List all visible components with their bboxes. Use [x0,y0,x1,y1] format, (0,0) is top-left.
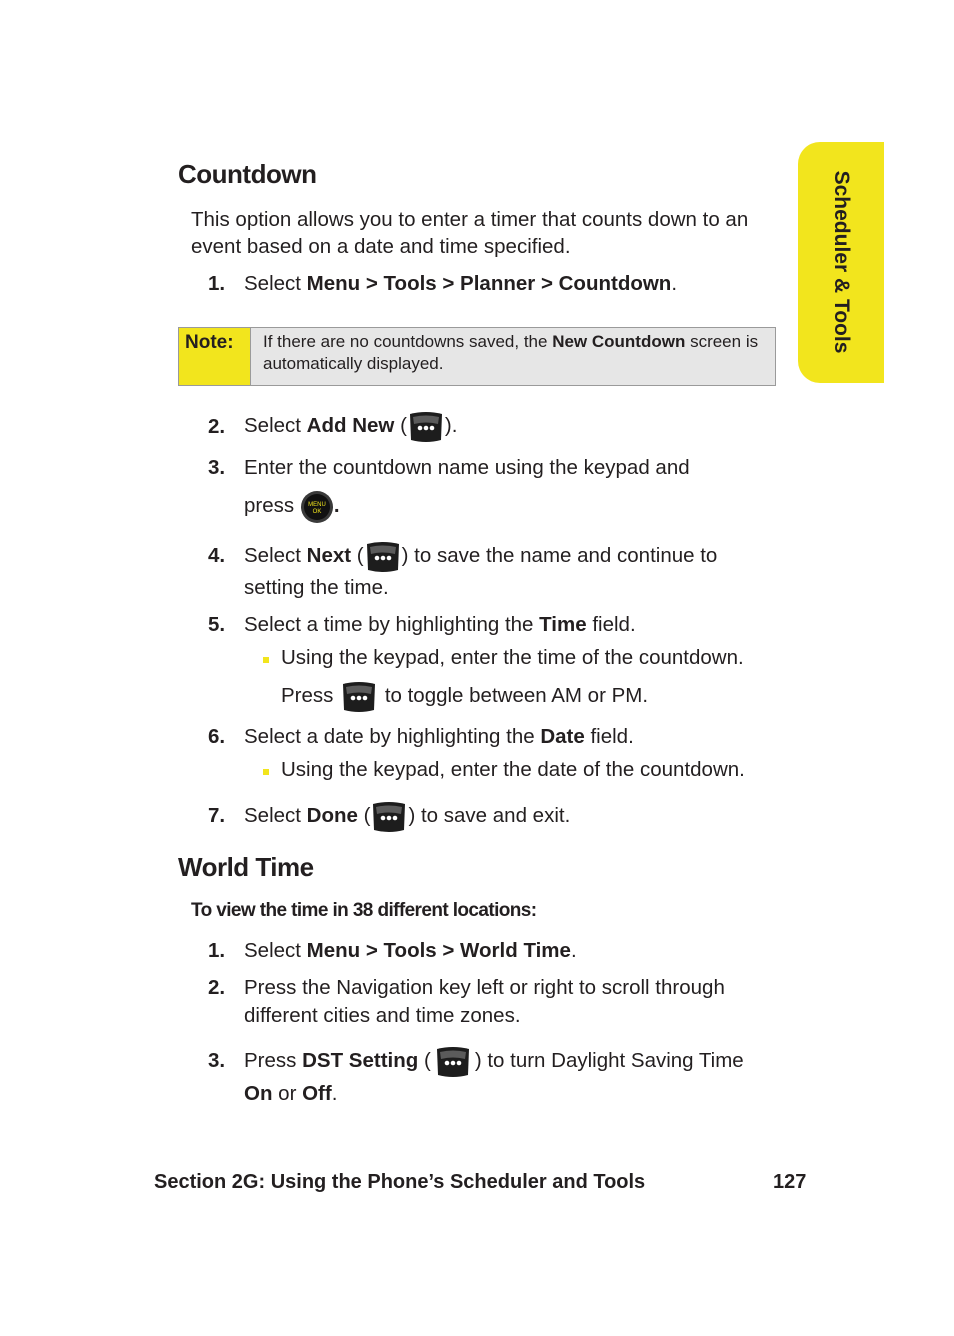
menu-path: Menu > Tools > World Time [306,939,571,962]
countdown-step-6-sub-1: Using the keypad, enter the date of the countdown. [281,758,745,781]
world-time-step-3-line1: Press DST Setting ( ) to turn Daylight Saving Time [244,1041,744,1081]
countdown-step-1: Select Menu > Tools > Planner > Countdown. [244,272,678,295]
bullet-marker [263,657,269,663]
world-time-subheading: To view the time in 38 different locations: [191,900,537,921]
menu-ok-icon [300,490,334,524]
world-time-step-3-line2: On or Off. [244,1082,338,1105]
countdown-step-7: Select Done ( ) to save and exit. [244,796,570,836]
softkey-icon [370,800,408,834]
countdown-step-6-num: 6. [208,725,226,748]
softkey-icon [431,1045,475,1079]
section-side-tab [798,142,884,383]
bullet-marker [263,769,269,775]
countdown-intro: This option allows you to enter a timer that counts down to an event based on a date and time specified. [191,208,749,258]
countdown-step-2-num: 2. [208,415,226,438]
countdown-step-3-line1: Enter the countdown name using the keypad and [244,456,690,479]
note-box [178,327,776,386]
world-time-step-2-num: 2. [208,976,226,999]
countdown-step-2: Select Add New ( ). [244,406,457,446]
world-time-step-3-num: 3. [208,1049,226,1072]
countdown-step-3-line2: press MENU OK . [244,486,340,526]
countdown-step-1-num: 1. [208,272,226,295]
svg-text:MENU: MENU [308,501,326,508]
countdown-step-4-line2: setting the time. [244,576,389,599]
note-label: Note: [179,328,251,385]
softkey-icon [407,410,445,444]
countdown-step-5-num: 5. [208,613,226,636]
world-time-step-1-num: 1. [208,939,226,962]
countdown-step-6: Select a date by highlighting the Date field. [244,725,634,748]
footer-section-title: Section 2G: Using the Phone’s Scheduler and Tools [154,1171,646,1193]
side-tab-label: Scheduler & Tools [830,170,853,354]
softkey-icon [364,540,402,574]
world-time-step-2-line1: Press the Navigation key left or right to scroll through [244,976,725,999]
softkey-icon [339,680,379,714]
countdown-heading: Countdown [178,159,317,189]
countdown-step-3-num: 3. [208,456,226,479]
world-time-heading: World Time [178,852,314,882]
countdown-step-5: Select a time by highlighting the Time field. [244,613,636,636]
world-time-step-2-line2: different cities and time zones. [244,1004,521,1027]
note-text: If there are no countdowns saved, the New Countdown screen is automatically displayed. [263,332,759,373]
countdown-step-5-sub-1-line2: Press to toggle between AM or PM. [281,676,648,716]
countdown-step-7-num: 7. [208,804,226,827]
countdown-step-5-sub-1: Using the keypad, enter the time of the countdown. [281,646,744,669]
countdown-step-4-num: 4. [208,544,226,567]
page-number: 127 [773,1171,807,1193]
svg-text:OK: OK [312,508,322,515]
world-time-step-1: Select Menu > Tools > World Time. [244,939,577,962]
menu-path: Menu > Tools > Planner > Countdown [306,272,672,295]
countdown-step-4-line1: Select Next ( ) to save the name and continue to [244,536,717,576]
